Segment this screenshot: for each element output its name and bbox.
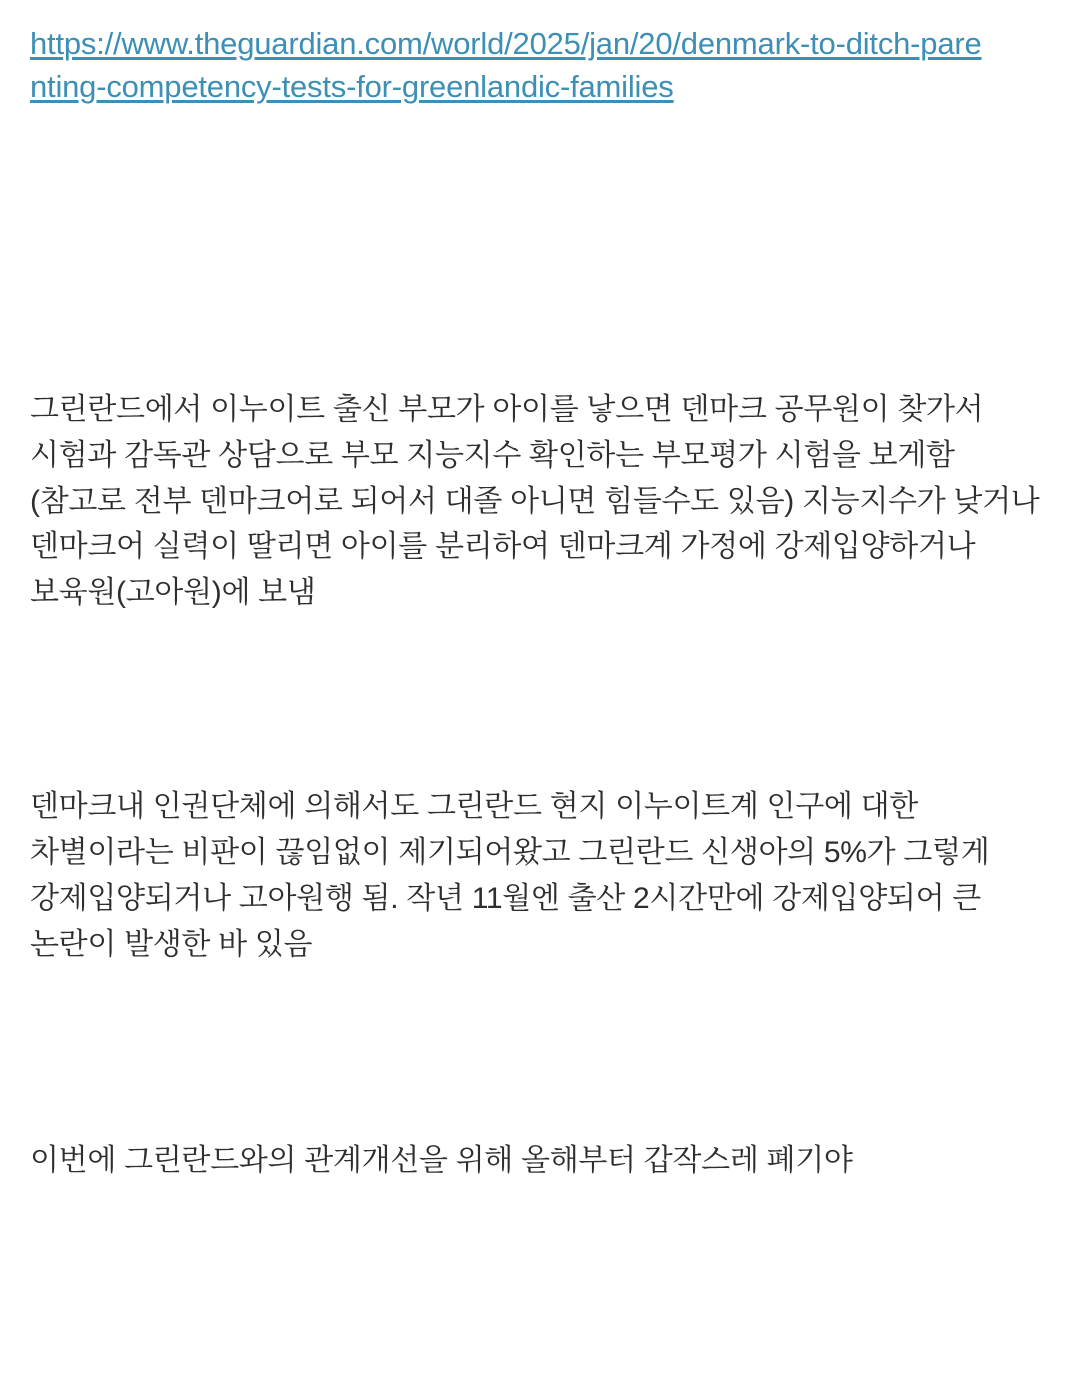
paragraph-3: 이번에 그린란드와의 관계개선을 위해 올해부터 갑작스레 폐기야 [30,1143,853,1177]
source-url-link[interactable]: https://www.theguardian.com/world/2025/jan/20/denmark-to-ditch-parenting-competency-tests-for-greenlandic-families [30,26,982,105]
spacer-between-1-2 [30,646,1046,754]
spacer-between-2-3 [30,998,1046,1108]
paragraph-2: 덴마크내 인권단체에 의해서도 그린란드 현지 이누이트계 인구에 대한 차별이라는 비판이 끊임없이 제기되어왔고 그린란드 신생아의 5%가 그렇게 강제입양되거나 고아원행 됨. 작년 11월엔 출산 2시간만에 강제입양되어 큰 논란이 발생한 바 있음 [30,790,990,961]
paragraph-1: 그린란드에서 이누이트 출신 부모가 아이를 낳으면 덴마크 공무원이 찾가서 시험과 감독관 상담으로 부모 지능지수 확인하는 부모평가 시험을 보게함(참고로 전부 덴마크어로 되어서 대졸 아니면 힘들수도 있음) 지능지수가 낮거나 덴마크어 실력이 딸리면 아이를 분리하여 덴마크계 가정에 강제입양하거나 보육원(고아원)에 보냄 [30,392,1040,610]
spacer-top [30,109,1046,357]
spacer-bottom [30,1214,1046,1374]
